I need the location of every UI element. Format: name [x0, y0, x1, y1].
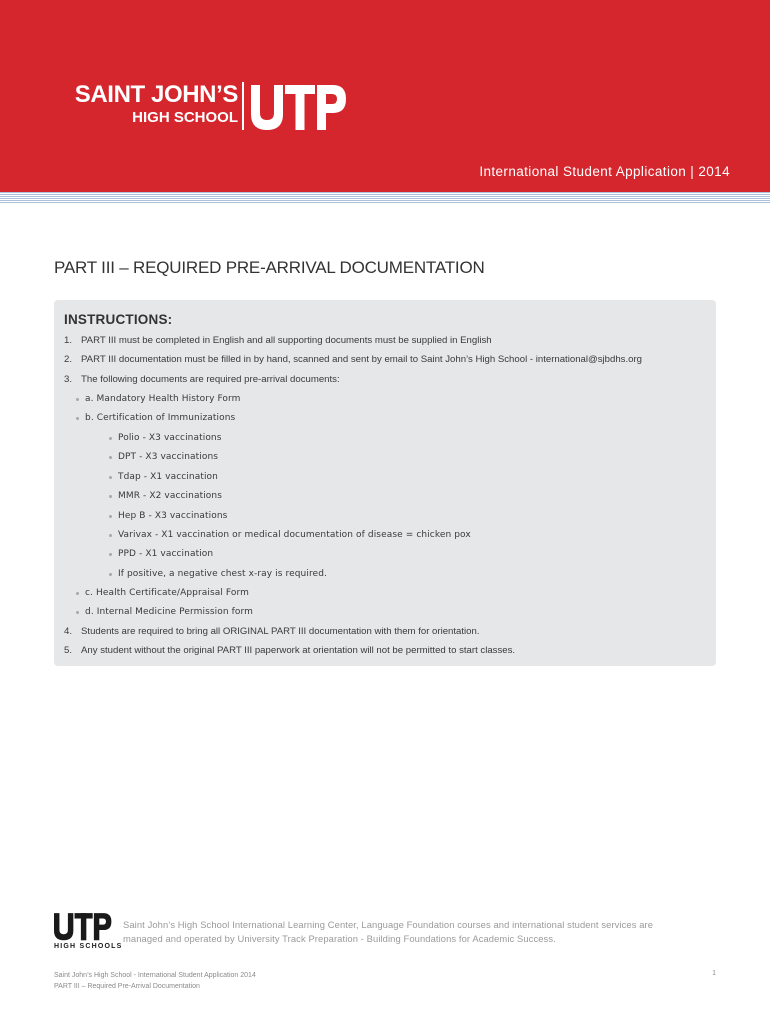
immunization-item: MMR - X2 vaccinations	[118, 491, 222, 501]
document-item: b. Certification of Immunizations	[85, 413, 236, 423]
footer-desc-line: Saint John’s High School International Learning Center, Language Foundation courses and international student services are	[123, 919, 654, 930]
instructions-box	[54, 300, 716, 666]
item-number: 5.	[64, 645, 73, 656]
item-number: 3.	[64, 374, 73, 385]
bullet-icon	[109, 495, 112, 498]
immunization-item: Tdap - X1 vaccination	[118, 472, 218, 482]
list-item	[64, 354, 642, 366]
school-subtitle: HIGH SCHOOL	[132, 109, 238, 126]
bullet-icon	[109, 515, 112, 518]
item-text: Students are required to bring all ORIGINAL PART III documentation with them for orientation.	[81, 626, 480, 637]
utp-logo-icon	[251, 85, 347, 131]
immunization-item: Hep B - X3 vaccinations	[118, 511, 228, 521]
list-item	[64, 335, 492, 347]
bullet-icon	[109, 573, 112, 576]
school-wordmark	[54, 82, 238, 127]
bullet-icon	[76, 611, 79, 614]
immunization-item: Polio - X3 vaccinations	[118, 433, 222, 443]
bullet-icon	[109, 476, 112, 479]
page-title: PART III – REQUIRED PRE-ARRIVAL DOCUMENTATION	[54, 258, 485, 277]
header-band	[0, 0, 770, 192]
instructions-heading: INSTRUCTIONS:	[64, 312, 173, 327]
footer-meta-line: PART III – Required Pre-Arrival Documentation	[54, 983, 200, 990]
immunization-item: PPD - X1 vaccination	[118, 549, 214, 559]
bullet-icon	[76, 417, 79, 420]
item-text: Any student without the original PART III paperwork at orientation will not be permitted to start classes.	[81, 645, 516, 656]
bullet-icon	[109, 437, 112, 440]
footer-meta-line: Saint John’s High School - International Student Application 2014	[54, 972, 256, 979]
item-number: 4.	[64, 626, 73, 637]
item-number: 2.	[64, 354, 73, 365]
immunization-item: Varivax - X1 vaccination or medical documentation of disease = chicken pox	[118, 530, 471, 540]
footer-desc-line: managed and operated by University Track Preparation - Building Foundations for Academic Success.	[123, 933, 556, 944]
item-number: 1.	[64, 335, 73, 346]
item-text: PART III documentation must be filled in by hand, scanned and sent by email to Saint John’s High School - international@sjbdhs.org	[81, 354, 642, 365]
logo-divider	[242, 82, 244, 130]
document-item: d. Internal Medicine Permission form	[85, 607, 254, 617]
utp-footer-logo-icon	[54, 913, 112, 941]
bullet-icon	[109, 553, 112, 556]
document-item: a. Mandatory Health History Form	[85, 394, 241, 404]
bullet-icon	[76, 592, 79, 595]
list-item	[64, 626, 480, 638]
item-text: PART III must be completed in English and all supporting documents must be supplied in English	[81, 335, 492, 346]
immunization-item: If positive, a negative chest x-ray is required.	[118, 569, 327, 579]
footer-logo-subtitle: HIGH SCHOOLS	[54, 943, 123, 950]
bullet-icon	[109, 456, 112, 459]
footer-description	[123, 918, 723, 946]
list-item	[64, 374, 340, 386]
document-item: c. Health Certificate/Appraisal Form	[85, 588, 250, 598]
application-title: International Student Application | 2014	[479, 164, 730, 179]
immunization-item: DPT - X3 vaccinations	[118, 452, 219, 462]
footer-meta	[54, 970, 256, 992]
item-text: The following documents are required pre-arrival documents:	[81, 374, 340, 385]
bullet-icon	[76, 398, 79, 401]
bullet-icon	[109, 534, 112, 537]
list-item	[64, 645, 515, 657]
page-number: 1	[712, 970, 716, 977]
header-stripes	[0, 192, 770, 204]
school-name: SAINT JOHN’S	[74, 81, 238, 108]
